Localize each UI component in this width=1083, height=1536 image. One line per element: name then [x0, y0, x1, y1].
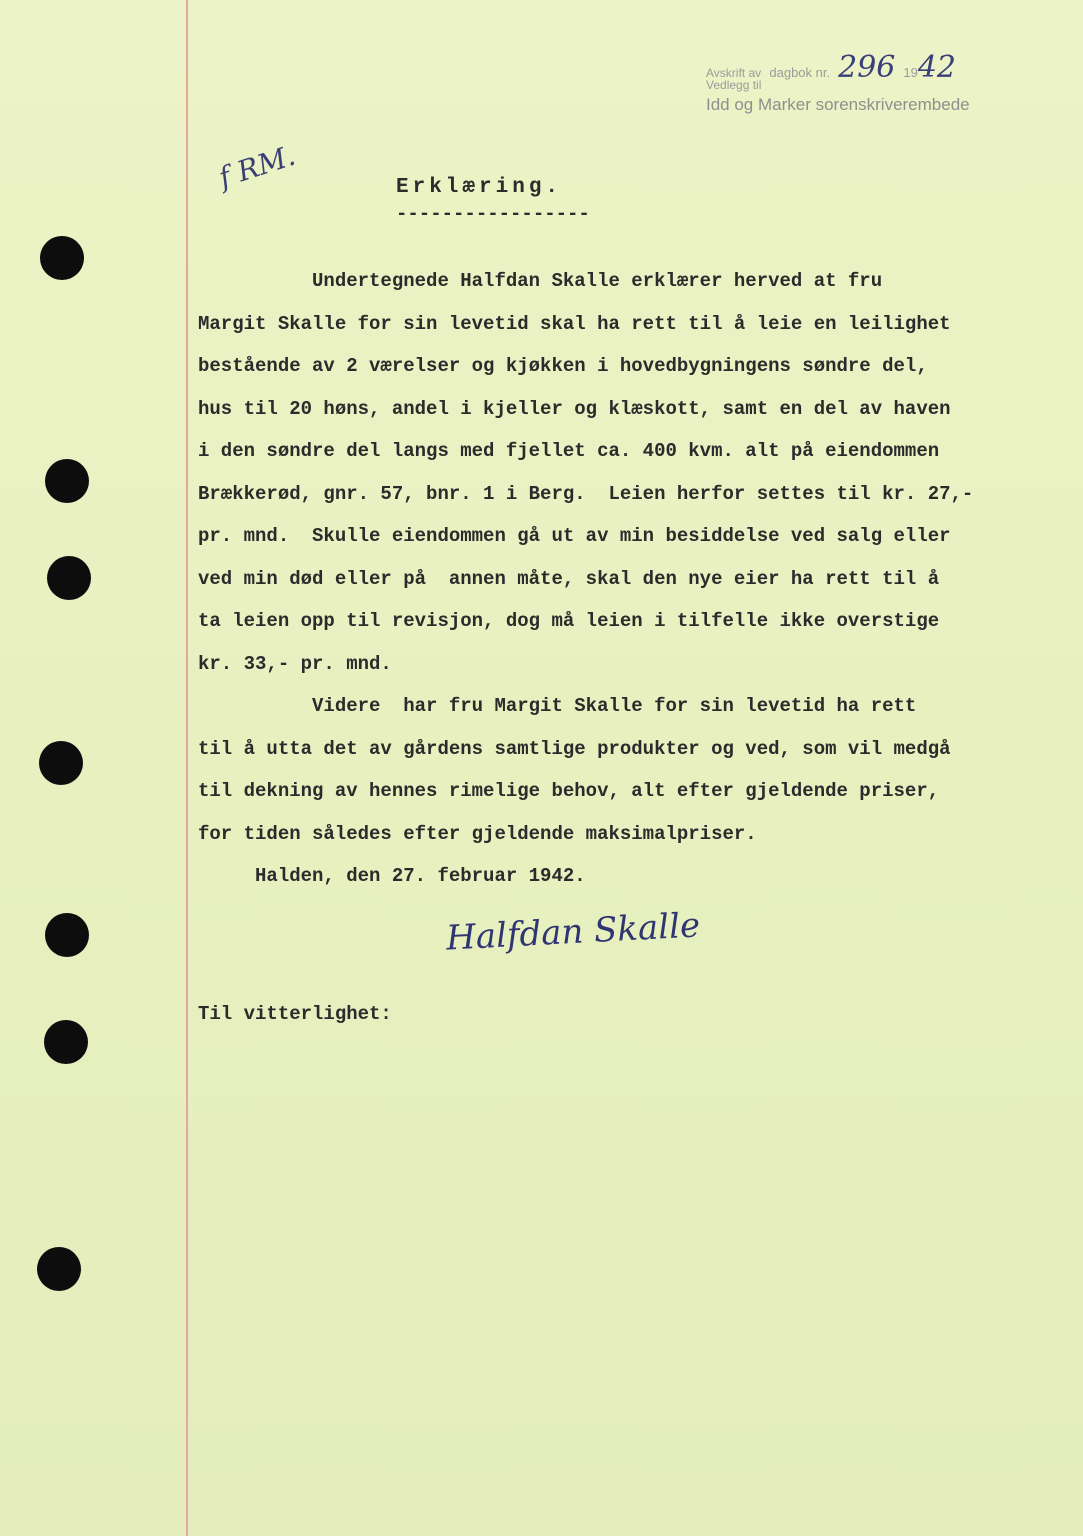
stamp-year-suffix: 42 — [917, 50, 957, 85]
body-line: pr. mnd. Skulle eiendommen gå ut av min besiddelse ved salg eller — [198, 525, 951, 547]
handwritten-signature: Halfdan Skalle — [445, 905, 702, 959]
body-line: til å utta det av gårdens samtlige produkter og ved, som vil medgå — [198, 737, 951, 760]
stamp-options — [706, 67, 761, 91]
title-underline: ----------------- — [396, 203, 590, 225]
body-line: i den søndre del langs med fjellet ca. 400 kvm. alt på eiendommen — [198, 440, 940, 462]
punch-hole-4 — [39, 741, 83, 785]
red-margin-line — [186, 0, 188, 1536]
body-line: bestående av 2 værelser og kjøkken i hovedbygningens søndre del, — [198, 355, 928, 377]
punch-hole-2 — [45, 459, 89, 503]
body-line: til dekning av hennes rimelige behov, alt efter gjeldende priser, — [198, 780, 940, 802]
stamp-option-avskrift: Avskrift av — [706, 66, 762, 80]
body-line: ved min død eller på annen måte, skal den nye eier ha rett til å — [198, 567, 940, 590]
handwritten-initials: f RM. — [214, 138, 300, 195]
body-line: ta leien opp til revisjon, dog må leien i tilfelle ikke overstige — [198, 610, 940, 632]
place-date-line: Halden, den 27. februar 1942. — [198, 865, 586, 887]
stamp-dagbok-number: 296 — [838, 50, 896, 85]
punch-hole-6 — [44, 1020, 88, 1064]
stamp-office: Idd og Marker sorenskriverembede — [706, 95, 970, 114]
body-line: kr. 33,- pr. mnd. — [198, 652, 392, 675]
stamp-option-vedlegg: Vedlegg til — [706, 78, 762, 92]
punch-hole-1 — [40, 236, 84, 280]
witness-label: Til vitterlighet: — [198, 1003, 392, 1025]
body-line: Videre har fru Margit Skalle for sin levetid ha rett — [198, 695, 917, 717]
body-line: Undertegnede Halfdan Skalle erklærer herved at fru — [198, 270, 883, 292]
punch-hole-7 — [37, 1247, 81, 1291]
stamp-year-prefix: 19 — [903, 65, 918, 80]
body-line: Margit Skalle for sin levetid skal ha rett til å leie en leilighet — [198, 312, 951, 335]
body-line: hus til 20 høns, andel i kjeller og klæskott, samt en del av haven — [198, 397, 951, 420]
body-line: for tiden således efter gjeldende maksimalpriser. — [198, 822, 757, 845]
declaration-body — [198, 260, 1058, 898]
punch-hole-5 — [45, 913, 89, 957]
body-line: Brækkerød, gnr. 57, bnr. 1 i Berg. Leien herfor settes til kr. 27,- — [198, 482, 974, 505]
registry-stamp — [706, 50, 970, 115]
stamp-dagbok-label: dagbok nr. — [769, 65, 831, 80]
document-title: Erklæring. — [396, 176, 563, 199]
punch-hole-3 — [47, 556, 91, 600]
